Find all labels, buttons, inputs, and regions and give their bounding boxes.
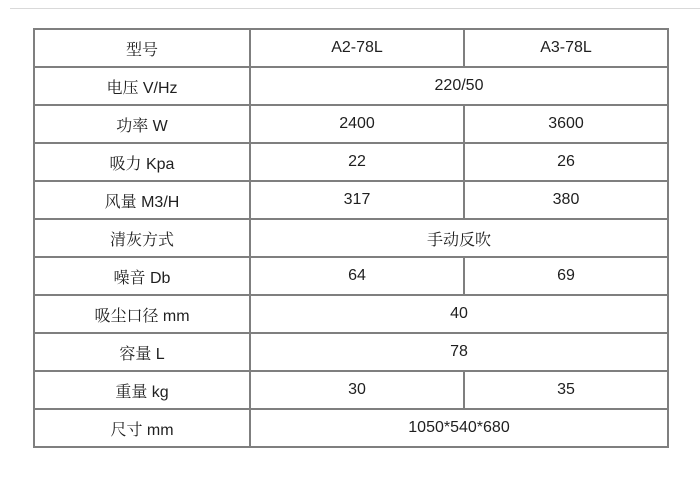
spec-label-cell: 吸尘口径 mm: [34, 295, 250, 333]
spec-value-cell: 2400: [250, 105, 464, 143]
table-row-inlet-diameter: [34, 295, 668, 333]
spec-value-cell: 64: [250, 257, 464, 295]
spec-label-cell: 功率 W: [34, 105, 250, 143]
table-row-dimensions: [34, 409, 668, 447]
spec-label-cell: 尺寸 mm: [34, 409, 250, 447]
table-row-suction: [34, 143, 668, 181]
spec-value-cell-span: 1050*540*680: [250, 409, 668, 447]
spec-value-cell: 380: [464, 181, 668, 219]
spec-value-cell-span: 手动反吹: [250, 219, 668, 257]
spec-value-cell: 26: [464, 143, 668, 181]
table-row-power: [34, 105, 668, 143]
spec-label-cell: 电压 V/Hz: [34, 67, 250, 105]
table-row-capacity: [34, 333, 668, 371]
spec-label-cell: 型号: [34, 29, 250, 67]
spec-label-cell: 噪音 Db: [34, 257, 250, 295]
top-divider-line: [10, 8, 700, 9]
spec-value-cell: A3-78L: [464, 29, 668, 67]
table-row-voltage: [34, 67, 668, 105]
spec-value-cell: 30: [250, 371, 464, 409]
spec-value-cell-span: 78: [250, 333, 668, 371]
spec-value-cell: 22: [250, 143, 464, 181]
spec-label-cell: 容量 L: [34, 333, 250, 371]
table-row-airflow: [34, 181, 668, 219]
spec-value-cell: 69: [464, 257, 668, 295]
spec-value-cell-span: 40: [250, 295, 668, 333]
spec-label-cell: 重量 kg: [34, 371, 250, 409]
spec-label-cell: 吸力 Kpa: [34, 143, 250, 181]
product-spec-table: [33, 28, 669, 448]
spec-value-cell: 317: [250, 181, 464, 219]
table-row-noise: [34, 257, 668, 295]
table-row-weight: [34, 371, 668, 409]
spec-label-cell: 清灰方式: [34, 219, 250, 257]
table-row-model: [34, 29, 668, 67]
spec-value-cell: 35: [464, 371, 668, 409]
spec-label-cell: 风量 M3/H: [34, 181, 250, 219]
table-row-cleaning-method: [34, 219, 668, 257]
spec-value-cell: 3600: [464, 105, 668, 143]
spec-value-cell-span: 220/50: [250, 67, 668, 105]
spec-value-cell: A2-78L: [250, 29, 464, 67]
